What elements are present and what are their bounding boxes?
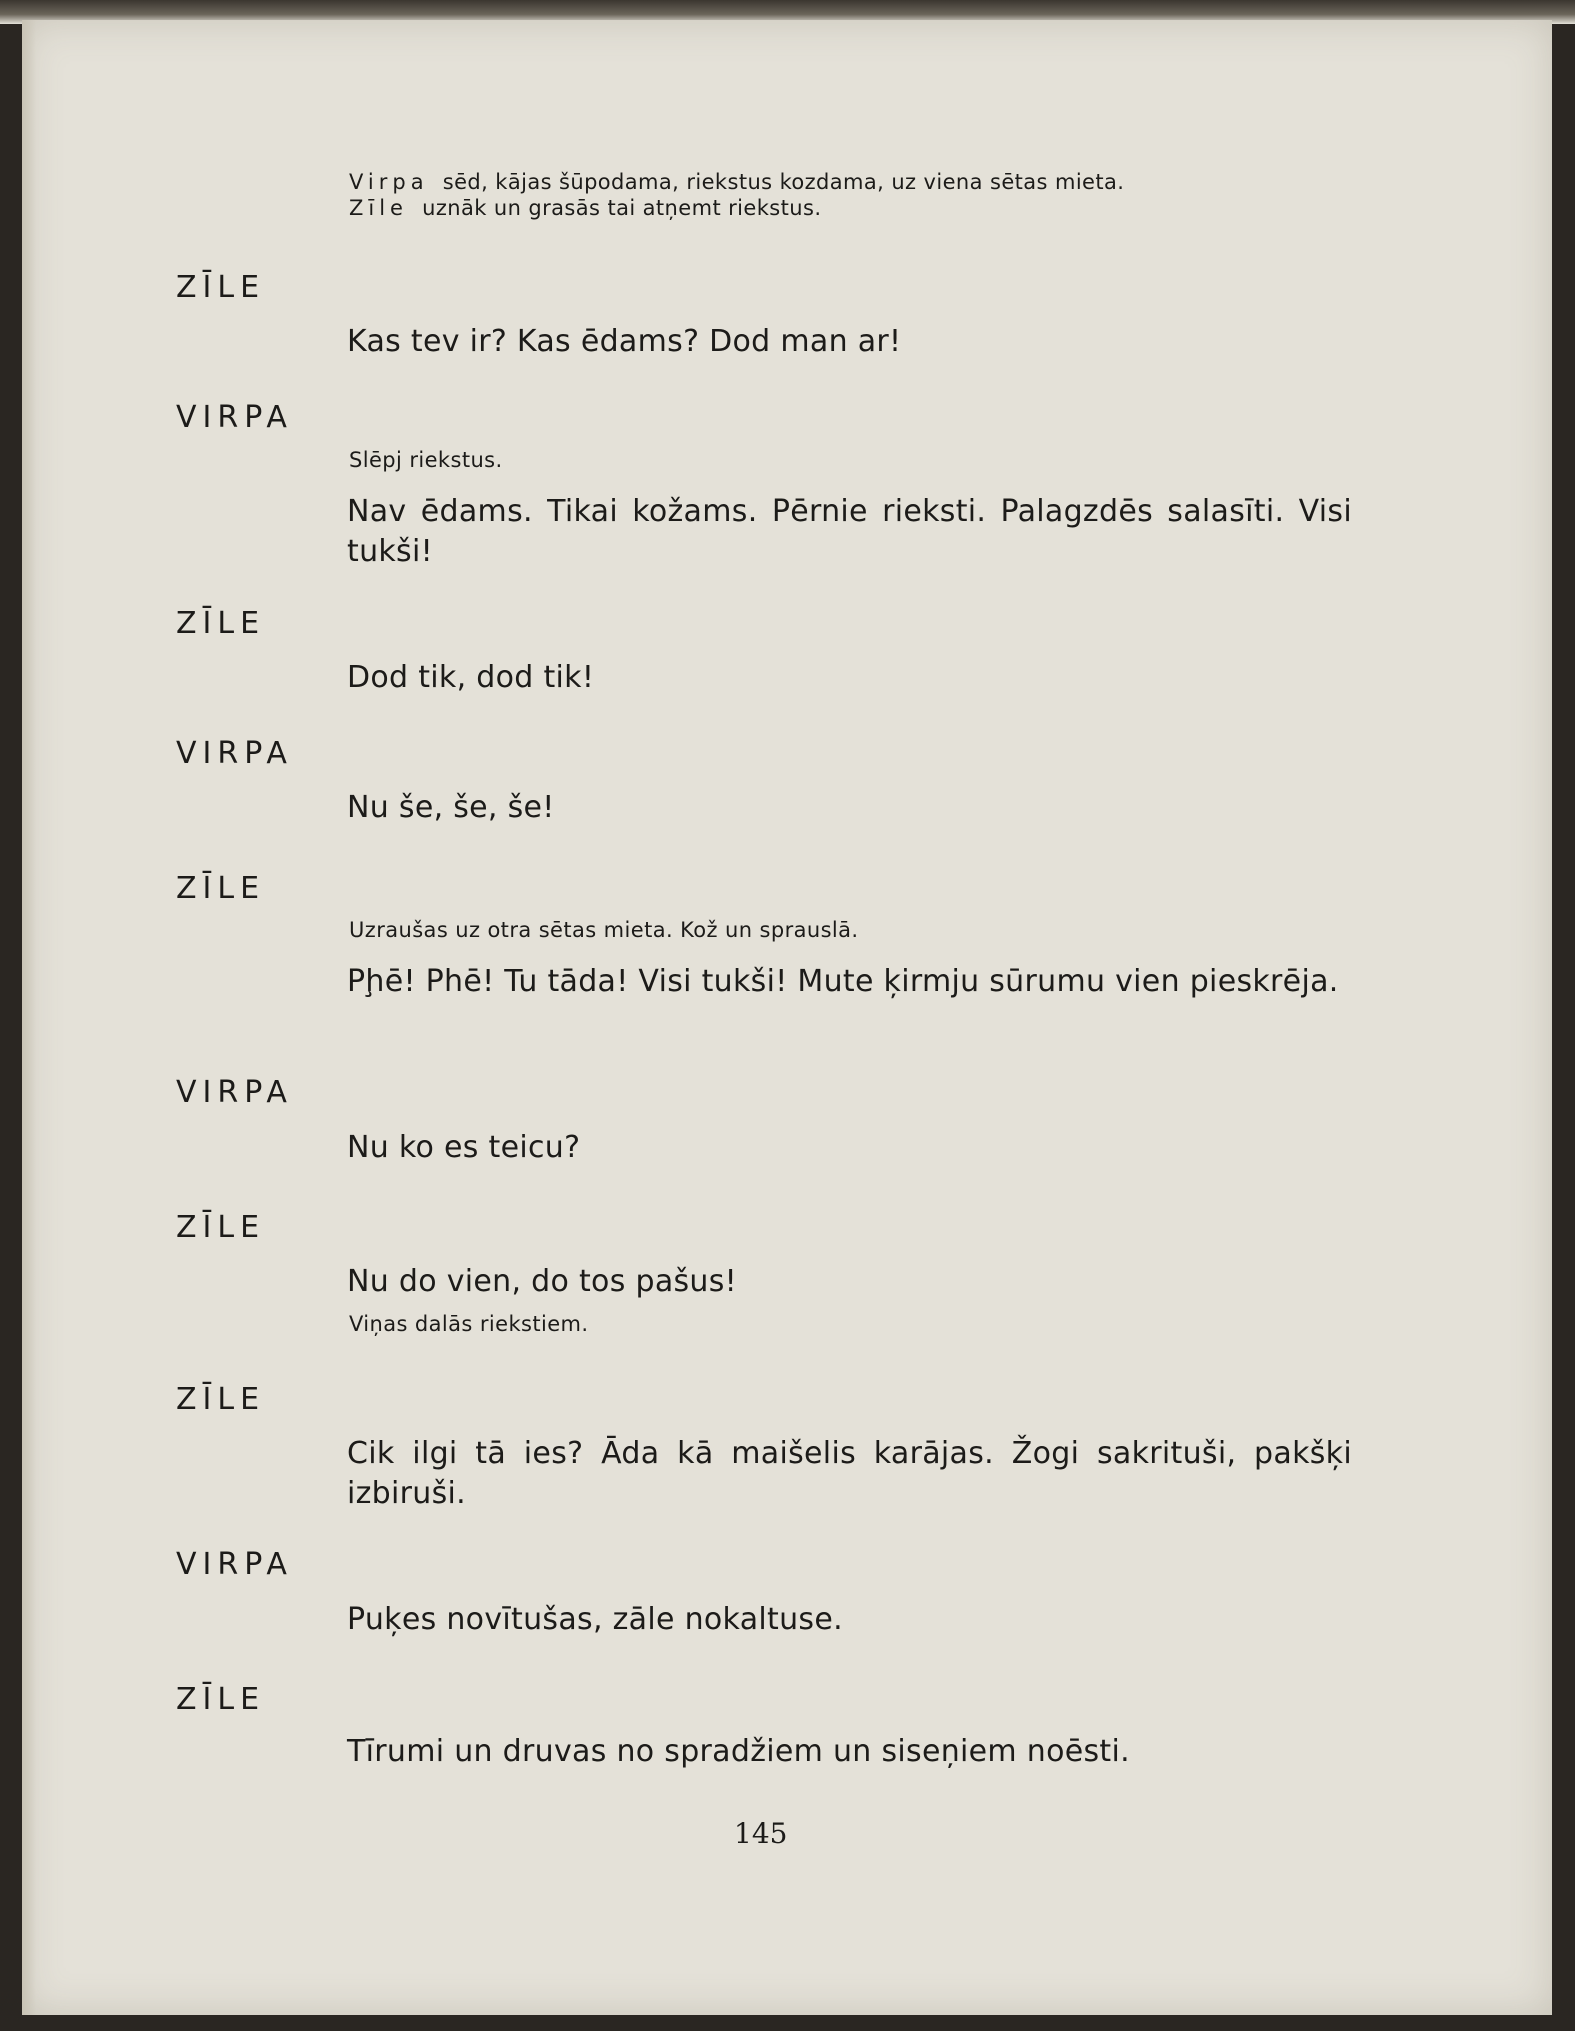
stage-direction: Viņas dalās riekstiem. (349, 1312, 589, 1336)
speaker-name: ZĪLE (176, 1210, 266, 1245)
speaker-name: ZĪLE (176, 606, 266, 641)
dialogue-line: Cik ilgi tā ies? Āda kā maišelis karājas. Žogi sakrituši, pakšķi izbiruši. (347, 1436, 1352, 1511)
dialogue-line: Tīrumi un druvas no spradžiem un siseņiem noēsti. (347, 1734, 1130, 1769)
speaker-name: VIRPA (176, 1547, 293, 1582)
dialogue-line: Pḩē! Phē! Tu tāda! Visi tukši! Mute ķirmju sūrumu vien pieskrēja. (347, 964, 1339, 999)
speaker-name: ZĪLE (176, 1682, 266, 1717)
speaker-name: ZĪLE (176, 871, 266, 906)
dialogue-line: Nu ko es teicu? (347, 1130, 581, 1165)
dialogue-line: Puķes novītušas, zāle nokaltuse. (347, 1602, 843, 1637)
stage-direction-opening-line-2 (349, 196, 821, 220)
stage-direction: Uzraušas uz otra sētas mieta. Kož un sprauslā. (349, 918, 859, 942)
dialogue-line: Kas tev ir? Kas ēdams? Dod man ar! (347, 324, 902, 359)
speaker-name: VIRPA (176, 400, 293, 435)
page-number: 145 (734, 1817, 788, 1850)
speaker-name: ZĪLE (176, 1382, 266, 1417)
stage-direction: Slēpj riekstus. (349, 448, 503, 472)
dialogue-line: Nav ēdams. Tikai kožams. Pērnie rieksti. Palagzdēs salasīti. Visi tukši! (347, 494, 1352, 569)
book-page (22, 20, 1552, 2015)
speaker-name: ZĪLE (176, 270, 266, 305)
character-name-inline: Zīle (349, 196, 408, 220)
dialogue-line: Nu še, še, še! (347, 790, 555, 825)
stage-direction-opening-line-1 (349, 170, 1124, 194)
stage-direction-text: uznāk un grasās tai atņemt riekstus. (422, 196, 822, 220)
stage-direction-text: sēd, kājas šūpodama, riekstus kozdama, uz viena sētas mieta. (442, 170, 1125, 194)
speaker-name: VIRPA (176, 1075, 293, 1110)
dialogue-line: Dod tik, dod tik! (347, 660, 595, 695)
dialogue-line: Nu do vien, do tos pašus! (347, 1264, 737, 1299)
character-name-inline: Virpa (349, 170, 429, 194)
speaker-name: VIRPA (176, 736, 293, 771)
